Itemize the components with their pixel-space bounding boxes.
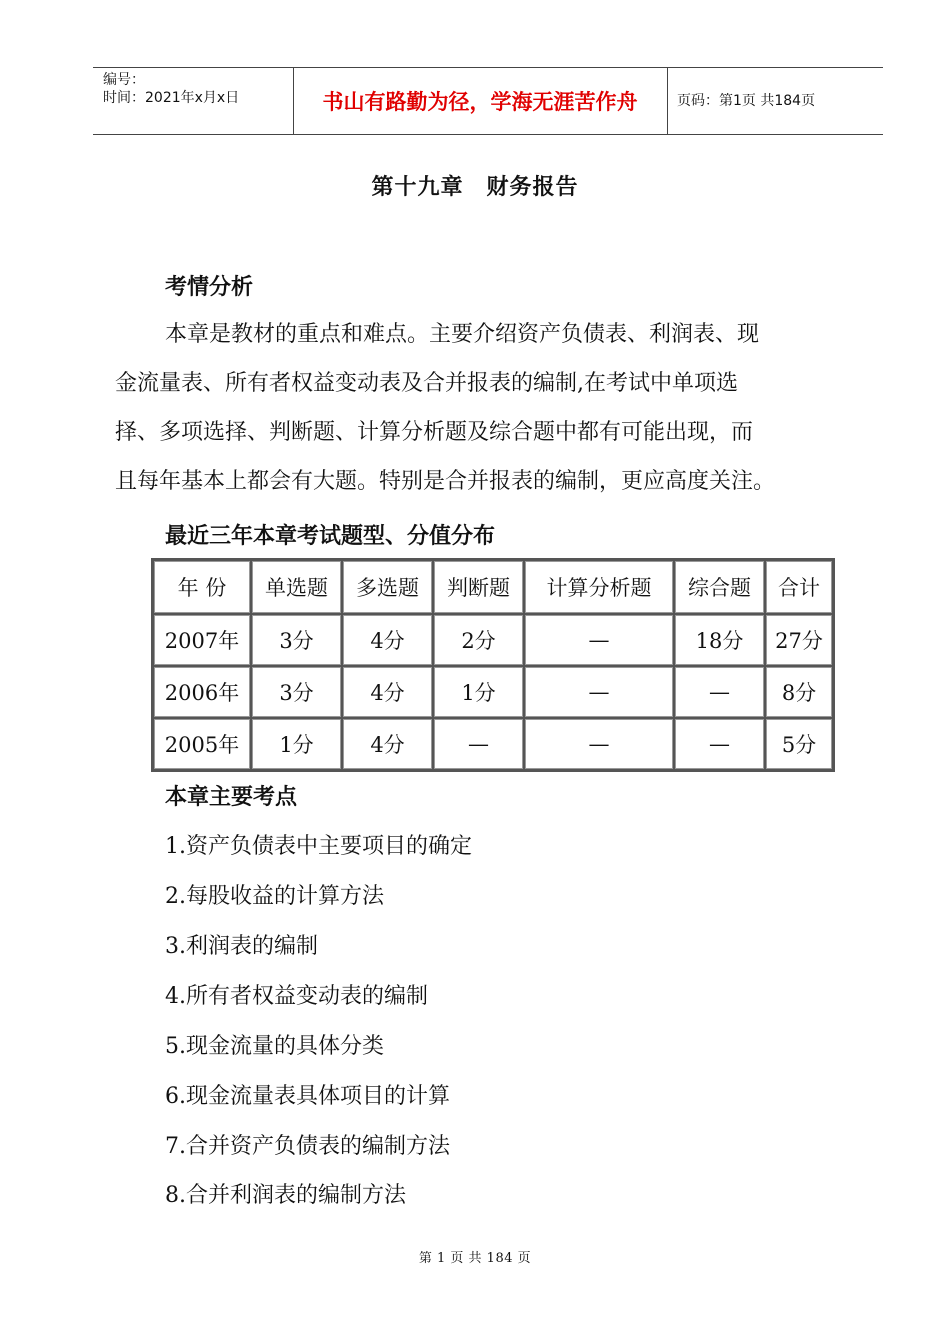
chapter-title: 第十九章 财务报告 <box>371 175 579 200</box>
table-cell: — <box>433 718 524 770</box>
header-divider <box>667 67 668 135</box>
list-item: 6.现金流量表具体项目的计算 <box>165 1084 450 1109</box>
table-cell: 27分 <box>765 614 833 666</box>
list-item: 3.利润表的编制 <box>165 934 318 959</box>
column-header: 单选题 <box>251 560 342 614</box>
table-row <box>153 718 833 770</box>
distribution-heading: 最近三年本章考试题型、分值分布 <box>165 524 496 549</box>
table-cell: — <box>674 666 765 718</box>
page-header <box>93 67 883 135</box>
list-item: 7.合并资产负债表的编制方法 <box>165 1134 450 1159</box>
table-cell: 4分 <box>342 666 433 718</box>
column-header: 综合题 <box>674 560 765 614</box>
table-header-row <box>153 560 833 614</box>
table-cell: 3分 <box>251 614 342 666</box>
table-cell: — <box>524 666 674 718</box>
column-header: 年 份 <box>153 560 251 614</box>
paragraph-line: 且每年基本上都会有大题。特别是合并报表的编制，更应高度关注。 <box>115 469 776 494</box>
table-cell: 1分 <box>433 666 524 718</box>
analysis-paragraph <box>115 310 875 506</box>
header-time-label: 时间：2021年x月x日 <box>103 90 240 106</box>
column-header: 多选题 <box>342 560 433 614</box>
table-cell: 5分 <box>765 718 833 770</box>
list-item: 1.资产负债表中主要项目的确定 <box>165 834 472 859</box>
table-cell: 4分 <box>342 718 433 770</box>
paragraph-line: 本章是教材的重点和难点。主要介绍资产负债表、利润表、现 <box>165 322 760 347</box>
table-cell: 2分 <box>433 614 524 666</box>
list-item: 4.所有者权益变动表的编制 <box>165 984 428 1009</box>
table-cell: — <box>524 718 674 770</box>
table-cell: 2006年 <box>153 666 251 718</box>
header-bottom-rule <box>93 134 883 135</box>
page-footer: 第 1 页 共 184 页 <box>418 1251 532 1266</box>
table-cell: 18分 <box>674 614 765 666</box>
table-row <box>153 666 833 718</box>
header-page-info: 页码：第1页 共184页 <box>677 93 816 109</box>
table-row <box>153 614 833 666</box>
list-item: 5.现金流量的具体分类 <box>165 1034 384 1059</box>
table-cell: 2005年 <box>153 718 251 770</box>
header-meta <box>103 71 239 107</box>
analysis-heading: 考情分析 <box>165 275 254 300</box>
score-distribution-table <box>151 558 835 772</box>
table-cell: 2007年 <box>153 614 251 666</box>
table-cell: 8分 <box>765 666 833 718</box>
key-points-heading: 本章主要考点 <box>165 785 298 810</box>
table-cell: 4分 <box>342 614 433 666</box>
column-header: 计算分析题 <box>524 560 674 614</box>
table-cell: — <box>674 718 765 770</box>
list-item: 2.每股收益的计算方法 <box>165 884 384 909</box>
header-top-rule <box>93 67 883 68</box>
paragraph-line: 金流量表、所有者权益变动表及合并报表的编制,在考试中单项选 <box>115 371 738 396</box>
column-header: 判断题 <box>433 560 524 614</box>
header-motto: 书山有路勤为径，学海无涯苦作舟 <box>322 90 638 114</box>
table-cell: 1分 <box>251 718 342 770</box>
table-cell: — <box>524 614 674 666</box>
table-cell: 3分 <box>251 666 342 718</box>
list-item: 8.合并利润表的编制方法 <box>165 1183 406 1208</box>
column-header: 合计 <box>765 560 833 614</box>
header-number-label: 编号： <box>103 72 145 88</box>
paragraph-line: 择、多项选择、判断题、计算分析题及综合题中都有可能出现，而 <box>115 420 754 445</box>
